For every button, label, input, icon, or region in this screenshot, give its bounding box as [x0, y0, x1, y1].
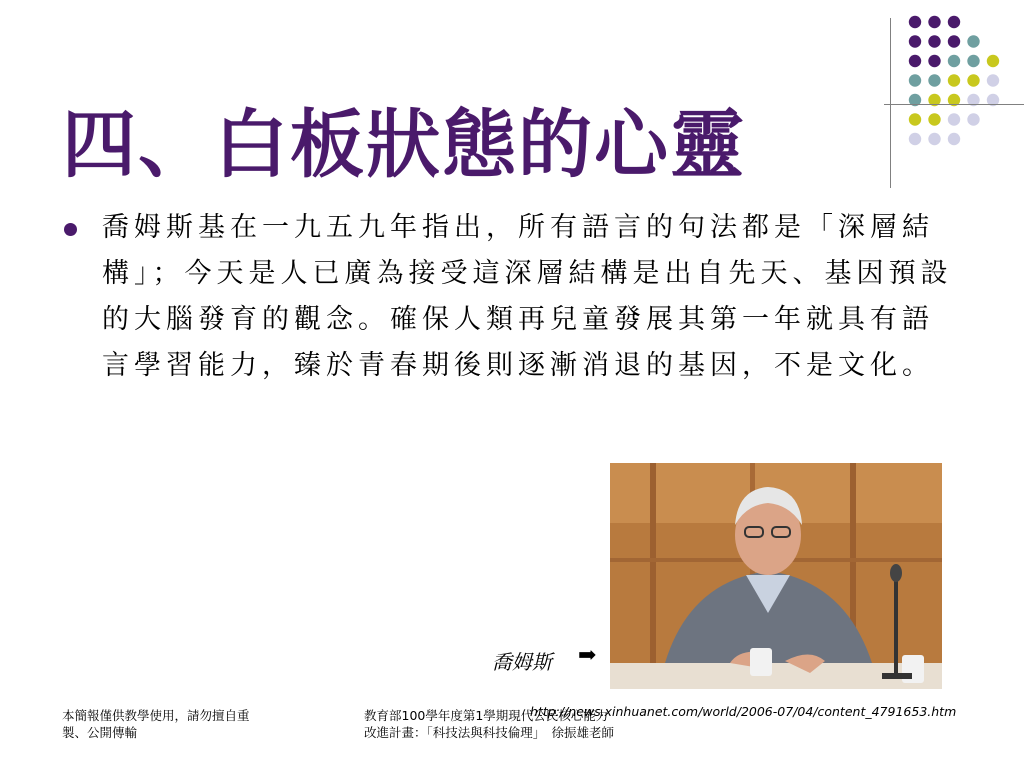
decorative-dot	[987, 74, 999, 86]
decorative-dot	[928, 16, 940, 28]
decorative-dot	[967, 55, 979, 67]
footer-disclaimer-line1: 本簡報僅供教學使用，請勿擅自重	[62, 708, 250, 723]
decorative-dot	[928, 35, 940, 47]
decorative-dot	[987, 55, 999, 67]
bullet-text: 喬姆斯基在一九五九年指出，所有語言的句法都是「深層結構」；今天是人已廣為接受這深層結構是出自先天、基因預設的大腦發育的觀念。確保人類再兒童發展其第一年就具有語言學習能力，臻於青春期後則逐漸消退的基因，不是文化。	[102, 212, 953, 381]
decorative-dot	[948, 133, 960, 145]
decorative-dot	[948, 74, 960, 86]
footer-disclaimer	[62, 707, 292, 741]
decorative-dot	[928, 55, 940, 67]
decorative-dot	[909, 55, 921, 67]
decorative-dot	[928, 133, 940, 145]
photo-caption: 喬姆斯	[492, 650, 552, 674]
decorative-dot	[909, 113, 921, 125]
decorative-dot	[967, 74, 979, 86]
footer-course-line2: 改進計畫：「科技法與科技倫理」 徐振雄老師	[364, 725, 615, 740]
bullet-item	[62, 205, 962, 389]
slide-title: 四、白板狀態的心靈	[62, 101, 746, 188]
decorative-dot	[909, 35, 921, 47]
right-arrow-icon: ➡	[578, 643, 597, 668]
decorative-dot	[948, 55, 960, 67]
decorative-dot	[948, 113, 960, 125]
decorative-dot	[948, 35, 960, 47]
decorative-dot	[909, 16, 921, 28]
decorative-dot	[909, 74, 921, 86]
horizontal-divider	[884, 104, 1024, 105]
footer-course-line1: 教育部100學年度第1學期現代公民核心能力	[364, 708, 609, 723]
decorative-dot	[909, 133, 921, 145]
source-url-link[interactable]: http://news.xinhuanet.com/world/2006-07/04/content_4791653.htm	[530, 704, 957, 719]
decorative-dot	[967, 35, 979, 47]
decorative-dot	[928, 74, 940, 86]
vertical-divider	[890, 18, 891, 188]
bullet-dot-icon	[64, 223, 77, 236]
decorative-dot	[948, 16, 960, 28]
chomsky-photo	[610, 463, 942, 689]
footer-disclaimer-line2: 製、公開傳輸	[62, 725, 138, 740]
decorative-dot	[928, 113, 940, 125]
decorative-dot	[967, 113, 979, 125]
